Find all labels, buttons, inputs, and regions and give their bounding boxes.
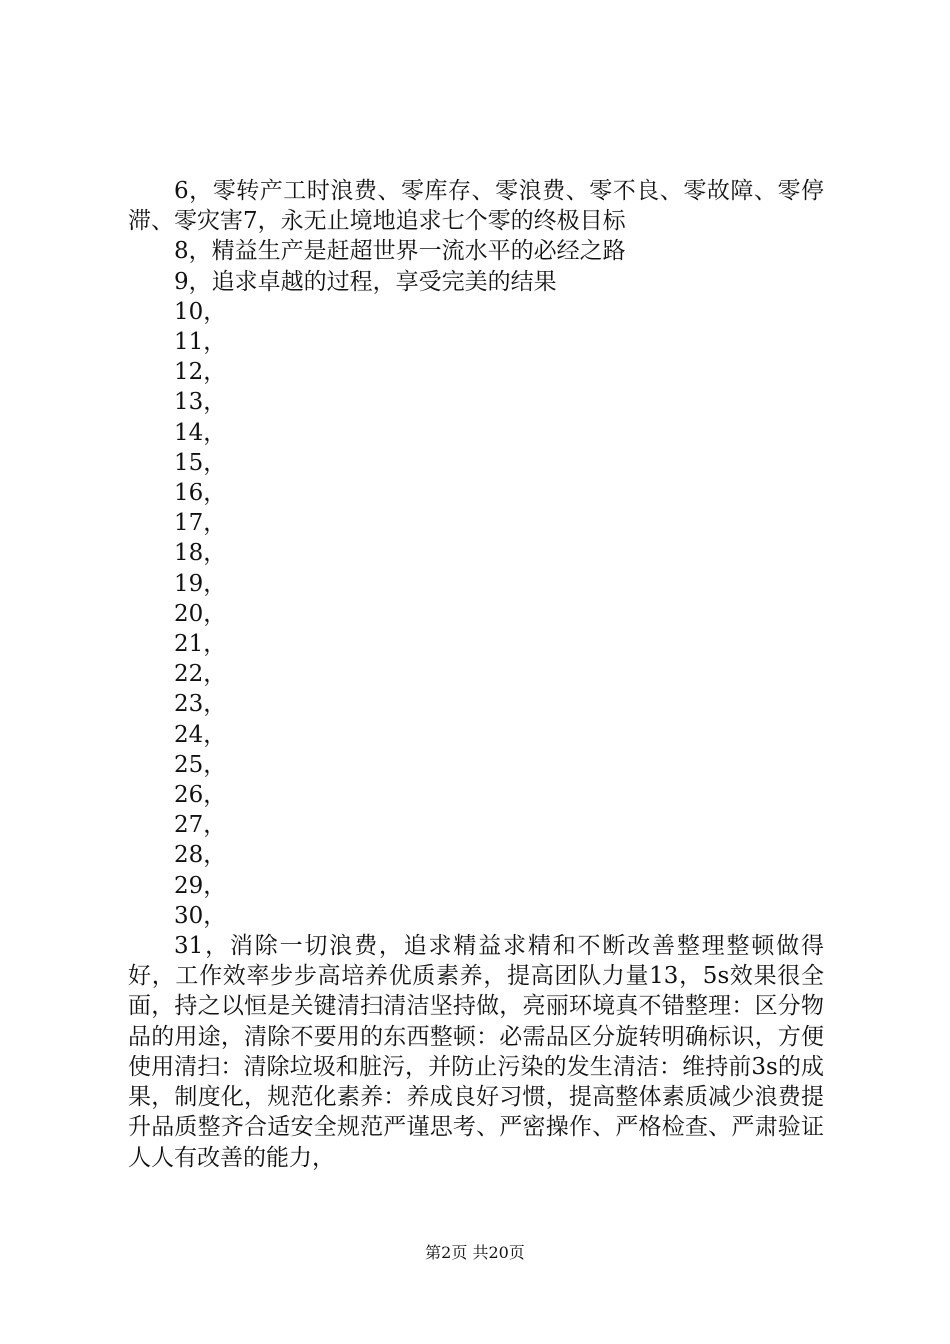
list-item: 11， <box>174 329 227 356</box>
list-item: 29， <box>174 872 227 899</box>
paragraph-6: 6，零转产工时浪费、零库存、零浪费、零不良、零故障、零停滞、零灾害7，永无止境地追求七个零的终极目标 <box>128 178 824 235</box>
list-item: 15， <box>174 449 227 476</box>
list-item: 13， <box>174 389 227 416</box>
page-footer: 第2页 共20页 <box>425 1243 525 1262</box>
list-item: 19， <box>174 570 227 597</box>
list-item: 26， <box>174 782 227 809</box>
list-item: 14， <box>174 419 227 446</box>
list-item: 16， <box>174 480 227 507</box>
list-item: 30， <box>174 902 227 929</box>
paragraph-8: 8，精益生产是赶超世界一流水平的必经之路 <box>174 238 626 265</box>
numbered-list <box>128 297 824 931</box>
list-item: 22， <box>174 661 227 688</box>
list-item: 23， <box>174 691 227 718</box>
list-item: 24， <box>174 721 227 748</box>
list-item: 17， <box>174 510 227 537</box>
list-item: 12， <box>174 359 227 386</box>
paragraph-9: 9，追求卓越的过程，享受完美的结果 <box>174 268 557 295</box>
paragraph-31: 31，消除一切浪费，追求精益求精和不断改善整理整顿做得好，工作效率步步高培养优质素养，提高团队力量13，5s效果很全面，持之以恒是关键清扫清洁坚持做，亮丽环境真不错整理：区分物品的用途，清除不要用的东西整顿：必需品区分旋转明确标识，方便使用清扫：清除垃圾和脏污，并防止污染的发生清洁：维持前3s的成果，制度化，规范化素养：养成良好习惯，提高整体素质减少浪费提升品质整齐合适安全规范严谨思考、严密操作、严格检查、严肃验证人人有改善的能力， <box>128 933 824 1171</box>
list-item: 10， <box>174 298 227 325</box>
document-body <box>128 176 824 1173</box>
list-item: 20， <box>174 600 227 627</box>
list-item: 25， <box>174 751 227 778</box>
list-item: 21， <box>174 631 227 658</box>
list-item: 18， <box>174 540 227 567</box>
list-item: 27， <box>174 812 227 839</box>
list-item: 28， <box>174 842 227 869</box>
